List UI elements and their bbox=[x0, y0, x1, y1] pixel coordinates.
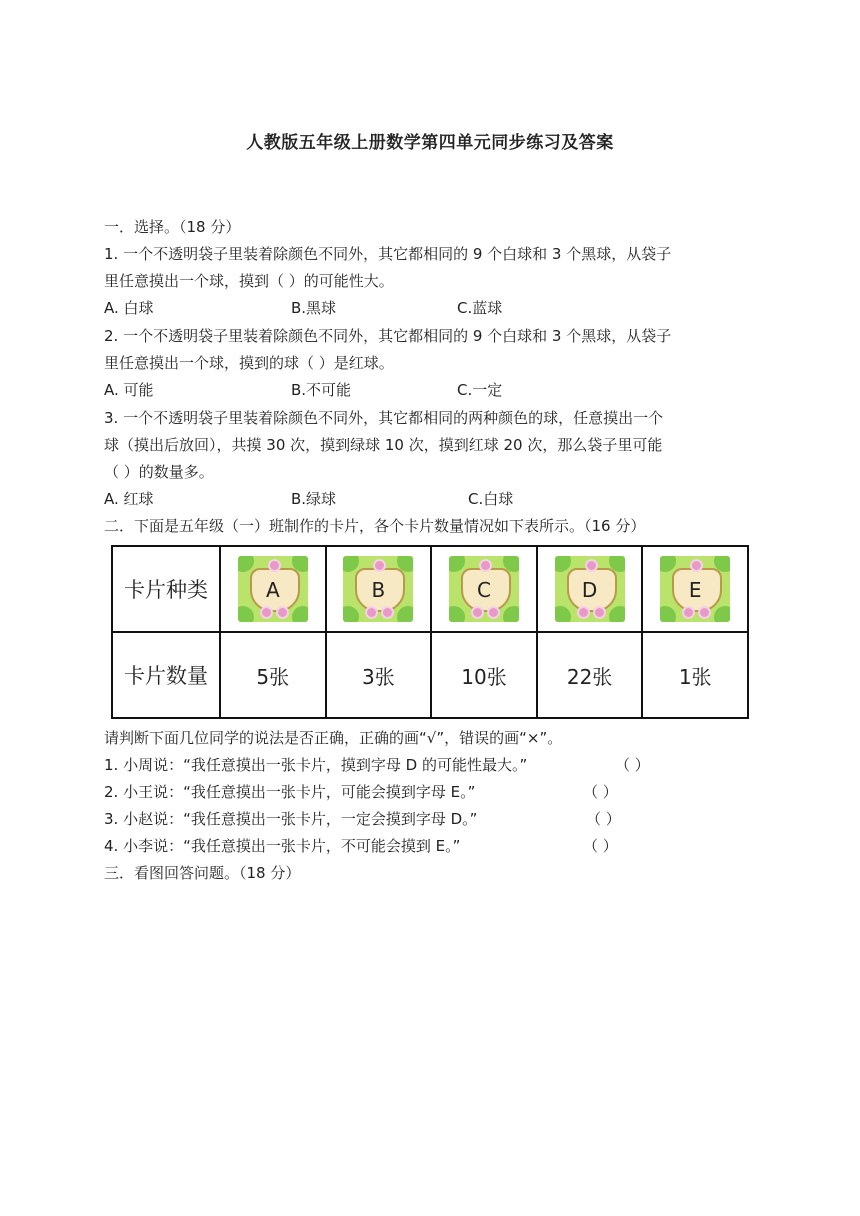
card-e-letter: E bbox=[688, 578, 702, 602]
statement-2: 2. 小王说：“我任意摸出一张卡片，可能会摸到字母 E。” bbox=[104, 783, 476, 801]
card-cell-d bbox=[537, 546, 643, 632]
card-a-letter: A bbox=[265, 578, 280, 602]
q3-line3: （ ）的数量多。 bbox=[104, 463, 214, 481]
card-d-image bbox=[555, 556, 625, 622]
q3-line1: 3. 一个不透明袋子里装着除颜色不同外，其它都相同的两种颜色的球，任意摸出一个 bbox=[104, 409, 664, 427]
statement-3: 3. 小赵说：“我任意摸出一张卡片，一定会摸到字母 D。” bbox=[104, 810, 478, 828]
q2-line2: 里任意摸出一个球，摸到的球（ ）是红球。 bbox=[104, 354, 394, 372]
statement-3-answer[interactable]: （ ） bbox=[586, 810, 621, 828]
q2-option-b: B.不可能 bbox=[291, 381, 352, 399]
q1-option-a: A. 白球 bbox=[104, 299, 154, 317]
card-cell-b bbox=[326, 546, 432, 632]
card-count-c: 10张 bbox=[431, 632, 537, 718]
statement-4-answer[interactable]: （ ） bbox=[583, 837, 618, 855]
card-c-letter: C bbox=[477, 578, 491, 602]
section1-heading: 一．选择。（18 分） bbox=[104, 218, 241, 236]
card-count-a: 5张 bbox=[220, 632, 326, 718]
card-count-b: 3张 bbox=[326, 632, 432, 718]
q1-option-b: B.黑球 bbox=[291, 299, 337, 317]
card-c-image bbox=[449, 556, 519, 622]
card-b-letter: B bbox=[371, 578, 386, 602]
statement-1: 1. 小周说：“我任意摸出一张卡片，摸到字母 D 的可能性最大。” bbox=[104, 756, 528, 774]
statement-4: 4. 小李说：“我任意摸出一张卡片，不可能会摸到 E。” bbox=[104, 837, 461, 855]
card-type-label: 卡片种类 bbox=[112, 546, 220, 632]
q2-option-a: A. 可能 bbox=[104, 381, 154, 399]
q1-line1: 1. 一个不透明袋子里装着除颜色不同外，其它都相同的 9 个白球和 3 个黑球，从袋子 bbox=[104, 245, 672, 263]
card-count-row bbox=[112, 632, 748, 718]
statement-2-answer[interactable]: （ ） bbox=[583, 783, 618, 801]
judgement-instruction: 请判断下面几位同学的说法是否正确，正确的画“√”，错误的画“×”。 bbox=[104, 729, 563, 747]
card-d-letter: D bbox=[581, 578, 598, 602]
statement-1-answer[interactable]: （ ） bbox=[615, 756, 650, 774]
page-title: 人教版五年级上册数学第四单元同步练习及答案 bbox=[246, 133, 614, 153]
section3-heading: 三．看图回答问题。（18 分） bbox=[104, 864, 301, 882]
card-e-image bbox=[660, 556, 730, 622]
card-type-row bbox=[112, 546, 748, 632]
card-count-d: 22张 bbox=[537, 632, 643, 718]
card-cell-a bbox=[220, 546, 326, 632]
card-count-e: 1张 bbox=[642, 632, 748, 718]
q2-line1: 2. 一个不透明袋子里装着除颜色不同外，其它都相同的 9 个白球和 3 个黑球，从袋子 bbox=[104, 327, 672, 345]
q3-option-b: B.绿球 bbox=[291, 490, 337, 508]
card-count-label: 卡片数量 bbox=[112, 632, 220, 718]
q2-option-c: C.一定 bbox=[457, 381, 503, 399]
card-cell-c bbox=[431, 546, 537, 632]
q3-line2: 球（摸出后放回），共摸 30 次，摸到绿球 10 次，摸到红球 20 次，那么袋子里可能 bbox=[104, 436, 663, 454]
q1-line2: 里任意摸出一个球，摸到（ ）的可能性大。 bbox=[104, 272, 394, 290]
q3-option-c: C.白球 bbox=[468, 490, 514, 508]
q1-option-c: C.蓝球 bbox=[457, 299, 503, 317]
card-a-image bbox=[238, 556, 308, 622]
section2-heading: 二．下面是五年级（一）班制作的卡片，各个卡片数量情况如下表所示。（16 分） bbox=[104, 517, 646, 535]
card-b-image bbox=[343, 556, 413, 622]
card-table bbox=[111, 545, 749, 719]
q3-option-a: A. 红球 bbox=[104, 490, 154, 508]
card-cell-e bbox=[642, 546, 748, 632]
